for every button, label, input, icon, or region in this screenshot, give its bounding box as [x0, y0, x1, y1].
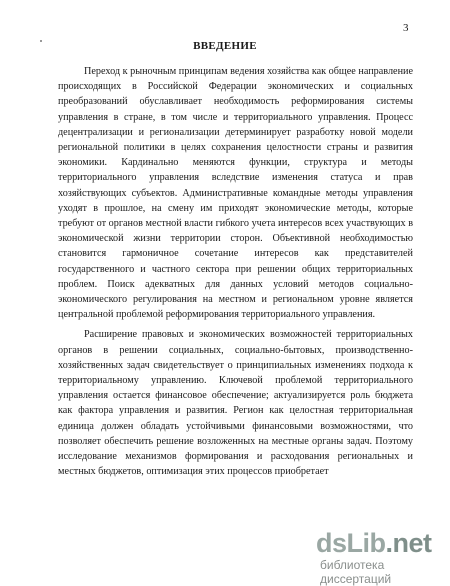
page-number: 3	[403, 22, 409, 34]
dslib-watermark	[316, 528, 446, 586]
paragraph-2: Расширение правовых и экономических возможностей территориальных органов в решении социальных, социально-бытовых, производственно-хозяйственных задач свидетельствует о принципиальных изменениях подхода к территориальному управлению. Ключевой проблемой территориального управления остается финансовое обеспечение; актуализируется роль бюджета как фактора управления и развития. Регион как целостная территориальная единица должен обладать устойчивыми финансовыми возможностями, что позволяет обеспечить решение возложенных на местные органы задач. Поэтому исследование механизмов формирования и расходования региональных и местных бюджетов, оптимизация этих процессов приобретает	[58, 329, 413, 478]
watermark-logo	[316, 528, 432, 558]
paragraph-1: Переход к рыночным принципам ведения хозяйства как общее направление происходящих в Российской Федерации экономических и социальных преобразований обуславливает необходимость реформирования системы управления в стране, в том числе и территориального управления. Процесс децентрализации и регионализации детерминирует разработку новой модели региональной политики в целях сохранения целостности страны и развития экономики. Кардинально меняются функции, структура и методы территориального управления вследствие изменения статуса и прав хозяйствующих субъектов. Административные командные методы управления уходят в прошлое, на смену им приходят экономические методы, которые требуют от органов местной власти гибкого учета интересов всех участвующих в экономической жизни территории сторон. Объективной необходимостью становится гармоничное сочетание интересов как представителей государственного и частного сектора при решении общих территориальных проблем. Поиск адекватных для данных условий методов социально-экономического регулирования на местном и региональном уровне является центральной проблемой реформирования территориального управления.	[58, 66, 413, 321]
watermark-logo-suffix: .net	[385, 528, 432, 558]
watermark-tagline: библиотека диссертаций	[320, 558, 392, 586]
watermark-logo-prefix: dsLib	[316, 528, 386, 558]
page-title: ВВЕДЕНИЕ	[193, 40, 257, 52]
document-body	[58, 64, 413, 484]
